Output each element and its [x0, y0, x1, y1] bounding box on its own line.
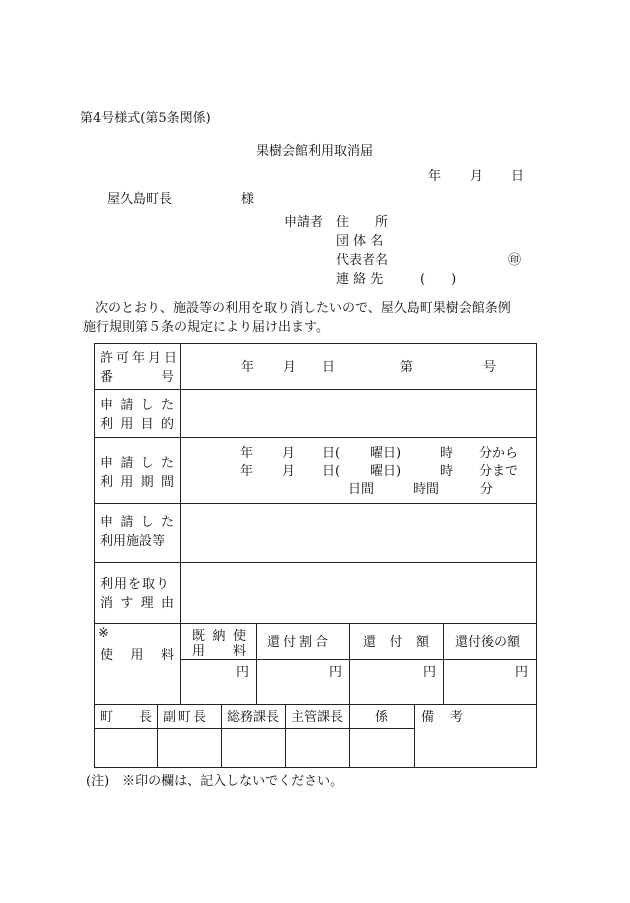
approval-remarks: 備 考: [421, 710, 463, 725]
period-to-day: 日(: [322, 464, 341, 479]
approval-supervising: 主管課長: [291, 710, 344, 725]
body-text-line-2: 施行規則第５条の規定により届け出ます。: [83, 320, 329, 335]
period-to-hour: 時: [440, 464, 454, 479]
approval-deputy: 副町長: [163, 710, 209, 725]
period-label-line-2: 利 用 期 間: [100, 475, 174, 490]
permit-year: 年: [241, 360, 255, 375]
fee-after-yen: 円: [515, 665, 529, 680]
permit-day: 日: [322, 360, 336, 375]
period-label-line-1: 申 請 し た: [100, 456, 174, 471]
period-to-minute: 分まで: [479, 464, 519, 479]
period-from-day: 日(: [322, 446, 341, 461]
period-from-minute: 分から: [479, 446, 519, 461]
facility-label-line-1: 申 請 し た: [100, 515, 174, 530]
fee-rate-yen: 円: [329, 665, 343, 680]
addressee-name: 屋久島町長: [107, 192, 173, 207]
approval-staff: 係: [375, 710, 389, 725]
fee-label: 使 用 料: [100, 648, 174, 663]
permit-month: 月: [283, 360, 297, 375]
date-year-label: 年: [428, 169, 442, 184]
reason-label-line-1: 利用を取り: [100, 577, 171, 592]
period-hours: 時間: [413, 482, 440, 497]
fee-paid-yen: 円: [236, 665, 250, 680]
fee-col-paid-line-2: 用 料: [192, 644, 246, 659]
fee-refund-yen: 円: [423, 665, 437, 680]
period-to-year: 年: [240, 464, 254, 479]
permit-go: 号: [483, 360, 497, 375]
fee-col-refund: 還 付 額: [363, 635, 429, 650]
fee-col-after: 還付後の額: [455, 635, 521, 650]
period-from-month: 月: [282, 446, 296, 461]
period-to-weekday: 曜日): [370, 464, 402, 479]
period-from-year: 年: [240, 446, 254, 461]
seal-mark: ㊞: [508, 253, 522, 268]
contact-paren: ( ): [420, 272, 457, 287]
approval-mayor: 町 長: [100, 710, 152, 725]
applicant-label: 申請者: [284, 215, 324, 230]
permit-label-line-2: 番 号: [100, 370, 174, 385]
fee-col-paid-line-1: 既 納 使: [192, 629, 246, 644]
reason-label-line-2: 消 す 理 由: [100, 596, 174, 611]
purpose-label-line-2: 利 用 目 的: [100, 417, 174, 432]
period-from-weekday: 曜日): [370, 446, 402, 461]
applicant-org-label: 団 体 名: [336, 234, 384, 249]
form-number: 第4号様式(第5条関係): [80, 111, 211, 126]
fee-mark: ※: [98, 626, 109, 641]
purpose-label-line-1: 申 請 し た: [100, 398, 174, 413]
permit-label-line-1: 許可年月日: [100, 351, 181, 366]
facility-label-line-2: 利用施設等: [100, 534, 166, 549]
applicant-address-label: 住 所: [336, 215, 389, 230]
date-day-label: 日: [511, 169, 525, 184]
applicant-rep-label: 代表者名: [336, 253, 389, 268]
fee-col-rate: 還付割合: [267, 635, 332, 650]
period-days: 日間: [348, 482, 375, 497]
period-minutes: 分: [480, 482, 494, 497]
body-text-line-1: 次のとおり、施設等の利用を取り消したいので、屋久島町果樹会館条例: [95, 301, 511, 316]
footnote: (注) ※印の欄は、記入しないでください。: [86, 774, 344, 789]
addressee-honorific: 様: [241, 192, 255, 207]
permit-dai: 第: [400, 360, 414, 375]
approval-general-affairs: 総務課長: [227, 710, 280, 725]
period-from-hour: 時: [440, 446, 454, 461]
applicant-contact-label: 連 絡 先: [336, 272, 384, 287]
date-month-label: 月: [470, 169, 484, 184]
period-to-month: 月: [282, 464, 296, 479]
form-title: 果樹会館利用取消届: [256, 144, 374, 159]
